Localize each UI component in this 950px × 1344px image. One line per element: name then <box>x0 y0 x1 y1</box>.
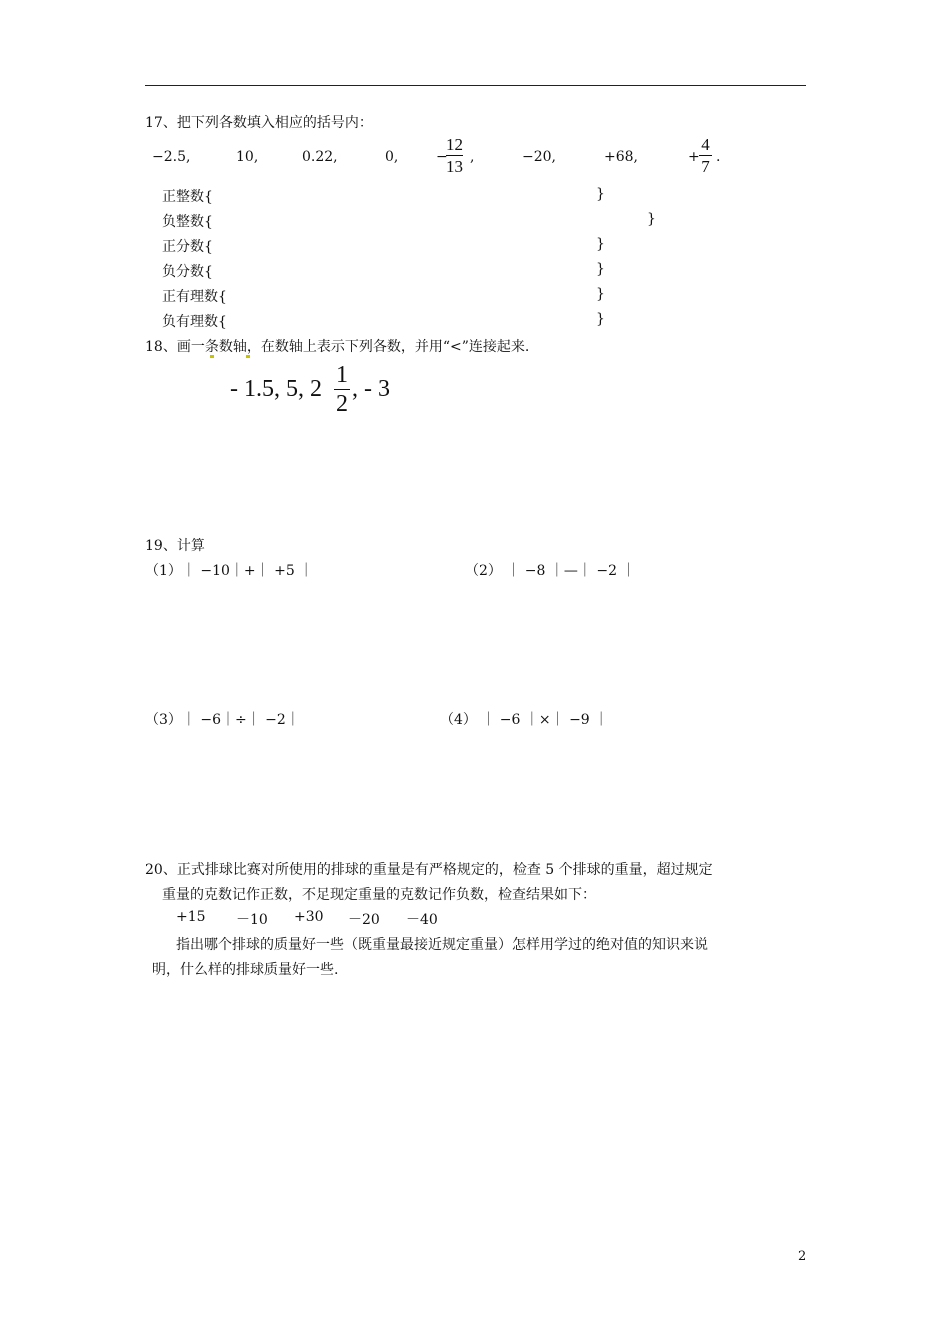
q20-line-3: 指出哪个排球的质量好一些（既重量最接近规定重量）怎样用学过的绝对值的知识来说 <box>176 937 708 953</box>
q17-number: +68, <box>604 149 638 165</box>
q17-number: 0.22, <box>302 149 338 165</box>
fraction-denominator: 13 <box>446 157 463 176</box>
category-close-brace: } <box>596 261 605 277</box>
marker-dot <box>246 355 250 358</box>
q20-value: +15 <box>176 909 206 925</box>
category-close-brace: } <box>596 311 605 327</box>
q17-number: −2.5, <box>152 149 191 165</box>
fraction-bar <box>699 155 712 156</box>
q17-number: , <box>470 149 475 165</box>
header-rule <box>145 85 806 86</box>
q19-item-4: （4） ｜ −6 ｜×｜ −9 ｜ <box>440 712 609 728</box>
q17-number: + <box>688 149 700 165</box>
fraction-4-7 <box>699 136 712 175</box>
q20-line-4: 明，什么样的排球质量好一些. <box>152 962 339 978</box>
fraction-denominator: 2 <box>336 391 348 417</box>
q20-value: －20 <box>348 912 380 928</box>
q17-number: . <box>716 149 721 165</box>
q17-title: 17、把下列各数填入相应的括号内： <box>145 115 373 131</box>
q17-number: 0, <box>385 149 399 165</box>
fraction-numerator: 4 <box>701 135 710 154</box>
category-label: 负分数{ <box>162 264 213 280</box>
fraction-12-13 <box>446 136 463 175</box>
q19-item-2: （2） ｜ −8 ｜—｜ −2 ｜ <box>465 563 636 579</box>
fraction-numerator: 1 <box>336 362 348 388</box>
category-label: 正有理数{ <box>162 289 227 305</box>
category-label: 正整数{ <box>162 189 213 205</box>
q20-value: +30 <box>294 909 324 925</box>
category-close-brace: } <box>647 211 656 227</box>
q17-number: − <box>436 149 448 165</box>
category-label: 负整数{ <box>162 214 213 230</box>
fraction-numerator: 12 <box>446 135 463 154</box>
fraction-denominator: 7 <box>701 157 710 176</box>
category-label: 正分数{ <box>162 239 213 255</box>
q20-line-2: 重量的克数记作正数，不足现定重量的克数记作负数，检查结果如下： <box>162 887 596 903</box>
page-number: 2 <box>798 1249 807 1264</box>
marker-dot <box>210 355 214 358</box>
category-label: 负有理数{ <box>162 314 227 330</box>
category-close-brace: } <box>596 236 605 252</box>
expression-part: , - 3 <box>352 376 390 402</box>
q17-number: 10, <box>236 149 259 165</box>
q19-item-3: （3）｜ −6｜÷｜ −2｜ <box>145 712 300 728</box>
fraction-1-2 <box>334 363 350 416</box>
q17-number: −20, <box>522 149 556 165</box>
fraction-bar <box>446 155 463 156</box>
q20-line-1: 20、正式排球比赛对所使用的排球的重量是有严格规定的，检查 5 个排球的重量，超过规定 <box>145 862 713 878</box>
category-close-brace: } <box>596 186 605 202</box>
q19-item-1: （1）｜ −10｜+｜ +5 ｜ <box>145 563 314 579</box>
fraction-bar <box>334 389 350 390</box>
expression-part: - 1.5, 5, 2 <box>230 376 322 402</box>
q18-title: 18、画一条数轴，在数轴上表示下列各数，并用“<”连接起来. <box>145 339 530 355</box>
q20-value: －10 <box>236 912 268 928</box>
q20-value: －40 <box>406 912 438 928</box>
category-close-brace: } <box>596 286 605 302</box>
q19-title: 19、计算 <box>145 538 205 554</box>
